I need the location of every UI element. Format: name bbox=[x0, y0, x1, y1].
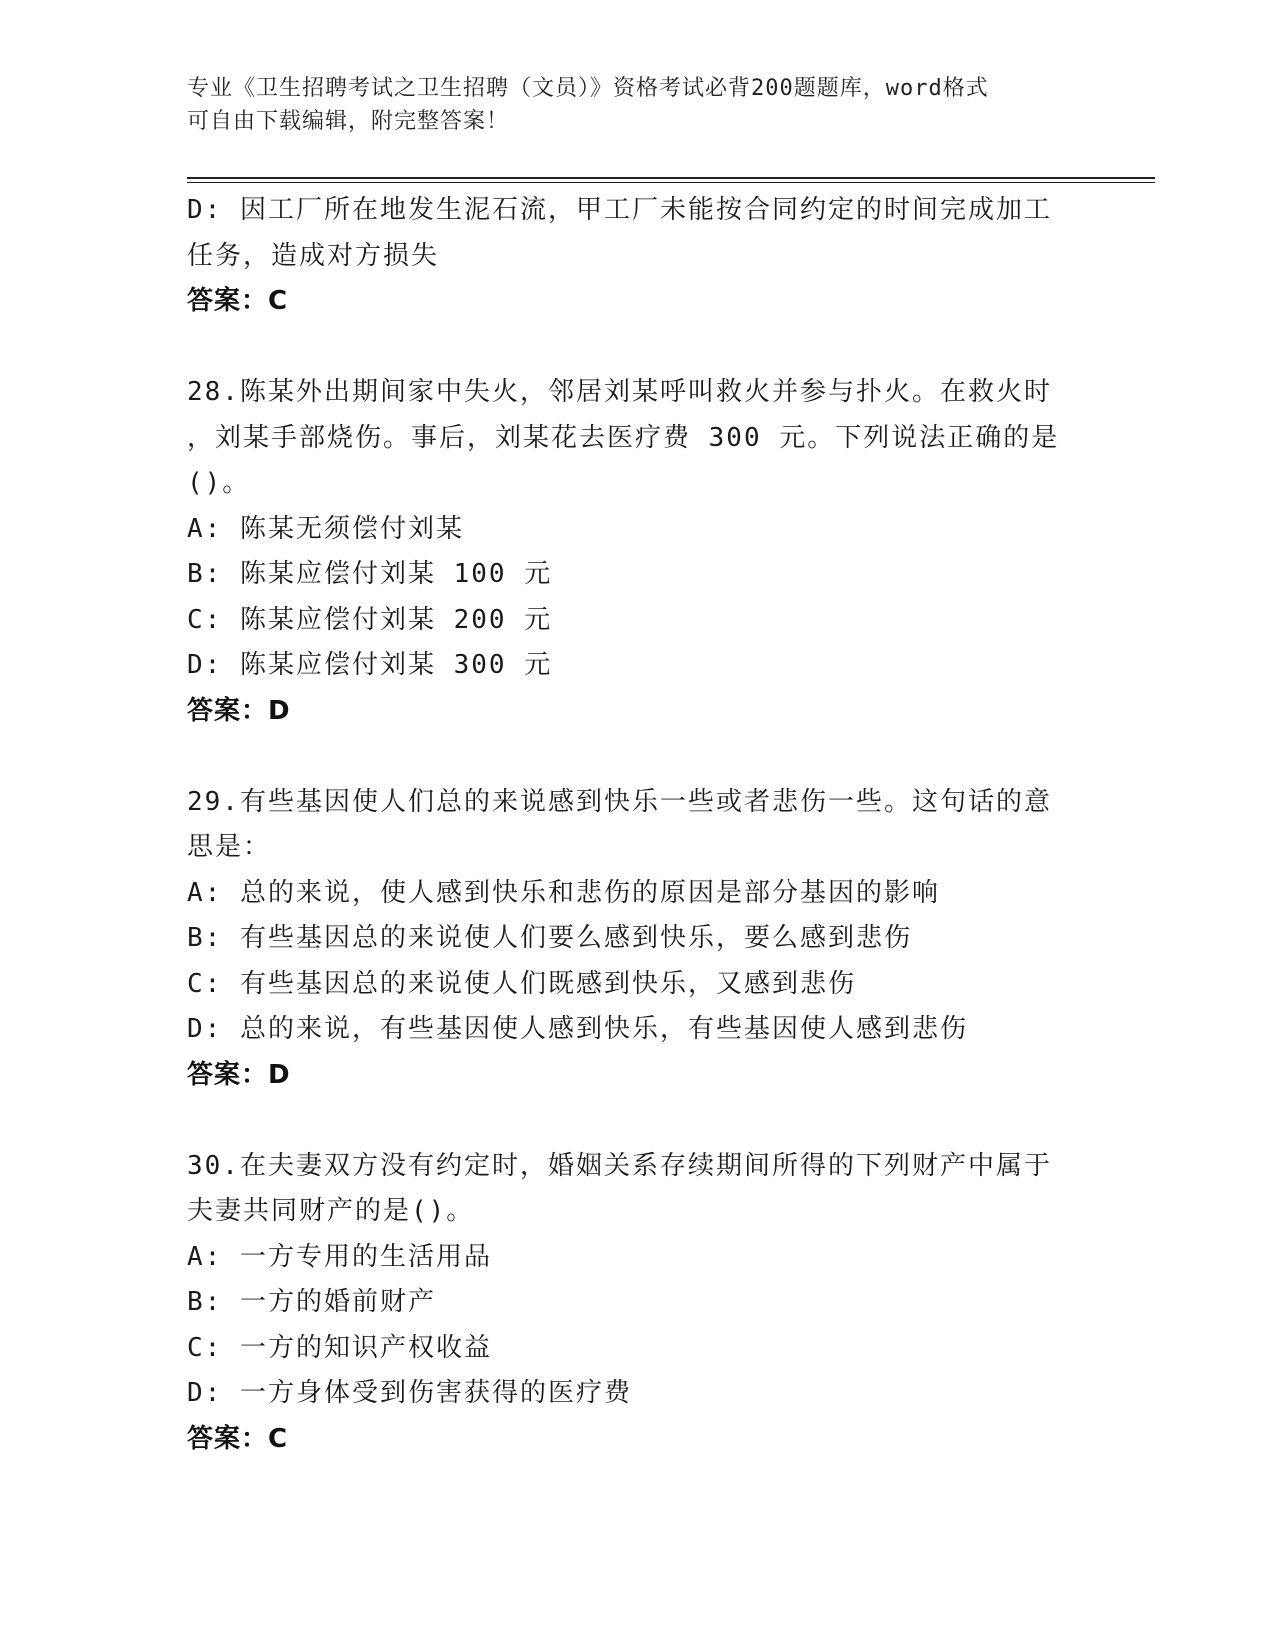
header-title-line-2: 可自由下载编辑，附完整答案！ bbox=[187, 109, 510, 134]
header-title-line-1: 专业《卫生招聘考试之卫生招聘（文员）》资格考试必背200题题库，word格式 bbox=[187, 76, 989, 101]
question-stem-line: 30.在夫妻双方没有约定时，婚姻关系存续期间所得的下列财产中属于 bbox=[187, 1150, 1052, 1181]
question-stem-line: 28.陈某外出期间家中失火，邻居刘某呼叫救火并参与扑火。在救火时 bbox=[187, 377, 1052, 407]
option-c: C: 有些基因总的来说使人们既感到快乐，又感到悲伤 bbox=[187, 968, 856, 999]
option-d: D: 一方身体受到伤害获得的医疗费 bbox=[187, 1378, 632, 1408]
option-d-line-1: D: 因工厂所在地发生泥石流，甲工厂未能按合同约定的时间完成加工 bbox=[187, 195, 1052, 225]
option-c: C: 陈某应偿付刘某 200 元 bbox=[187, 604, 553, 635]
option-b: B: 有些基因总的来说使人们要么感到快乐，要么感到悲伤 bbox=[187, 923, 912, 953]
answer-label: 答案：C bbox=[187, 286, 289, 316]
option-c: C: 一方的知识产权收益 bbox=[187, 1332, 492, 1363]
spacer bbox=[187, 1098, 1107, 1144]
option-d-line-2: 任务，造成对方损失 bbox=[187, 240, 440, 271]
answer-label: 答案：D bbox=[187, 1059, 291, 1090]
question-29 bbox=[187, 780, 1107, 1099]
previous-question-tail bbox=[187, 188, 1107, 325]
question-stem-line: ，刘某手部烧伤。事后，刘某花去医疗费 300 元。下列说法正确的是 bbox=[187, 422, 1060, 453]
option-b: B: 一方的婚前财产 bbox=[187, 1287, 436, 1317]
answer-label: 答案：D bbox=[187, 695, 291, 726]
question-28 bbox=[187, 370, 1107, 734]
option-a: A: 陈某无须偿付刘某 bbox=[187, 513, 464, 544]
option-d: D: 总的来说，有些基因使人感到快乐，有些基因使人感到悲伤 bbox=[187, 1014, 968, 1044]
answer-label: 答案：C bbox=[187, 1423, 289, 1454]
question-stem-line: ()。 bbox=[187, 468, 251, 498]
document-header bbox=[187, 72, 1087, 138]
spacer bbox=[187, 325, 1107, 371]
question-stem-line: 夫妻共同财产的是()。 bbox=[187, 1196, 475, 1226]
option-d: D: 陈某应偿付刘某 300 元 bbox=[187, 650, 553, 680]
spacer bbox=[187, 734, 1107, 780]
question-stem-line: 思是： bbox=[187, 832, 272, 862]
option-a: A: 总的来说，使人感到快乐和悲伤的原因是部分基因的影响 bbox=[187, 877, 940, 908]
header-divider bbox=[187, 177, 1155, 183]
question-stem-line: 29.有些基因使人们总的来说感到快乐一些或者悲伤一些。这句话的意 bbox=[187, 786, 1052, 817]
question-30 bbox=[187, 1144, 1107, 1463]
question-content bbox=[187, 188, 1107, 1462]
option-b: B: 陈某应偿付刘某 100 元 bbox=[187, 559, 553, 589]
option-a: A: 一方专用的生活用品 bbox=[187, 1241, 492, 1272]
